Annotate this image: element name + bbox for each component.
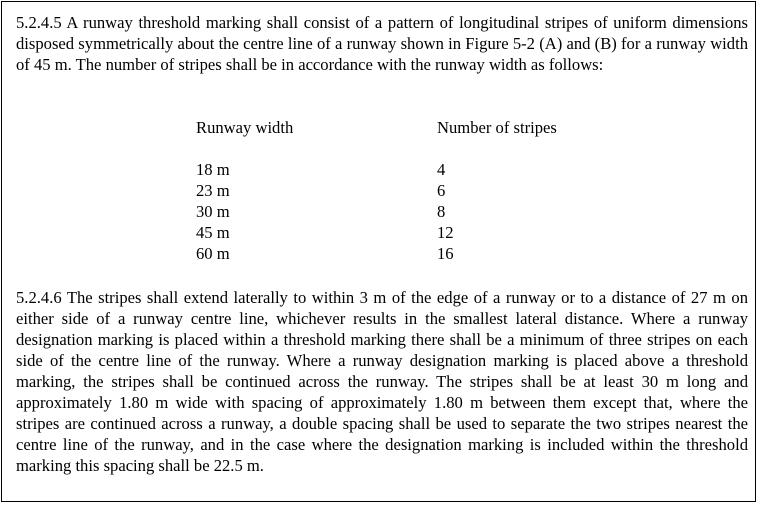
table-cell-width: 60 m (196, 244, 230, 263)
table-cell-width: 45 m (196, 223, 230, 242)
paragraph-5-2-4-6: 5.2.4.6 The stripes shall extend laterally to within 3 m of the edge of a runway or to a distance of 27 m on either side of a runway centre line, whichever results in the smallest lateral distance. Where a runway designation marking is placed within a threshold marking there shall be a minimum of three stripes on each side of the centre line of the runway. Where a runway designation marking is placed above a threshold marking, the stripes shall be continued across the runway. The stripes shall be at least 30 m long and approximately 1.80 m wide with spacing of approximately 1.80 m between them except that, where the stripes are continued across a runway, a double spacing shall be used to separate the two stripes nearest the centre line of the runway, and in the case where the designation marking is included within the threshold marking this spacing shall be 22.5 m. (16, 288, 748, 475)
table-cell-stripes: 8 (437, 202, 446, 221)
table-cell-width: 18 m (196, 160, 230, 179)
document-frame (1, 1, 756, 502)
table-cell-stripes: 12 (437, 223, 454, 242)
table-cell-stripes: 6 (437, 181, 446, 200)
header-number-of-stripes: Number of stripes (437, 118, 557, 137)
paragraph-5-2-4-5: 5.2.4.5 A runway threshold marking shall consist of a pattern of longitudinal stripes of uniform dimensions disposed symmetrically about the centre line of a runway shown in Figure 5-2 (A) and (B) for a runway width of 45 m. The number of stripes shall be in accordance with the runway width as follows: (16, 13, 748, 74)
table-cell-width: 30 m (196, 202, 230, 221)
header-runway-width: Runway width (196, 118, 294, 137)
table-cell-stripes: 16 (437, 244, 454, 263)
runway-width-column (196, 159, 230, 264)
table-cell-stripes: 4 (437, 160, 446, 179)
number-of-stripes-column (437, 159, 454, 264)
table-cell-width: 23 m (196, 181, 230, 200)
